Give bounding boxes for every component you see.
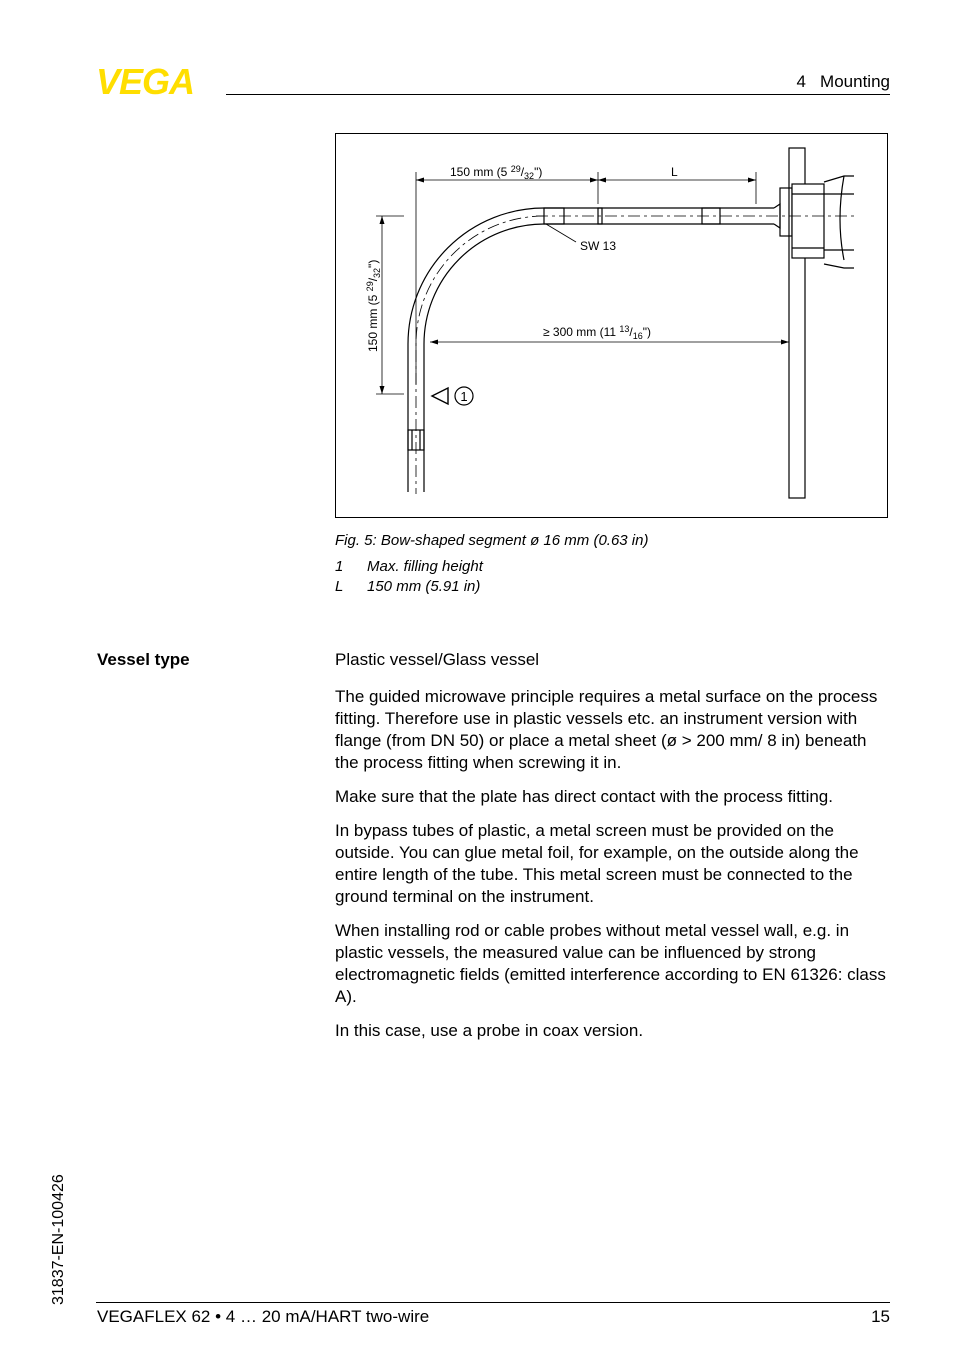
paragraph: Make sure that the plate has direct contact with the process fitting.: [335, 787, 833, 806]
paragraph: When installing rod or cable probes without metal vessel wall, e.g. in plastic vessels, the measured value can be influenced by strong electromagnetic fields (emitted interference according to EN 61326: class A).: [335, 921, 886, 1006]
bow-segment-drawing: [336, 134, 889, 519]
figure-frame: [335, 133, 888, 518]
figure-legend: [335, 557, 483, 597]
paragraph: In this case, use a probe in coax version.: [335, 1021, 644, 1040]
dim-label-top-right: L: [671, 165, 678, 179]
marker-number: 1: [460, 389, 468, 404]
dimension-arrows: [380, 178, 790, 395]
brand-text: VEGA: [96, 64, 195, 98]
document-code: 31837-EN-100426: [50, 1174, 67, 1305]
dim-label-horizontal: ≥ 300 mm (11 $^{13}/_{16}$"): [543, 324, 652, 341]
legend-item: [335, 577, 483, 597]
footer-title: VEGAFLEX 62 • 4 … 20 mA/HART two-wire: [97, 1307, 430, 1326]
footer-rule: [96, 1302, 890, 1303]
legend-item: [335, 557, 483, 577]
figure-caption: Fig. 5: Bow-shaped segment ø 16 mm (0.63 in): [335, 532, 649, 549]
legend-text: 150 mm (5.91 in): [367, 578, 481, 595]
legend-key: 1: [335, 558, 344, 575]
legend-key: L: [335, 578, 344, 595]
dim-label-vertical: 150 mm (5 $^{29}/_{32}$"): [365, 259, 382, 352]
max-filling-marker-icon: [432, 388, 448, 404]
paragraph: The guided microwave principle requires a metal surface on the process fitting. Therefore use in plastic vessels etc. an instrument version with flange (from DN 50) or place a metal sheet (ø > 200 mm/ 8 in) beneath the process fitting when screwing it in.: [335, 687, 878, 772]
section-heading: Vessel type: [97, 650, 190, 669]
header-rule: [226, 94, 890, 95]
header-section-title: 4 Mounting: [796, 72, 890, 91]
paragraph: Plastic vessel/Glass vessel: [335, 650, 540, 669]
page-number: 15: [871, 1307, 890, 1326]
wrench-size-label: SW 13: [580, 239, 617, 253]
vega-logo: [96, 64, 220, 98]
legend-text: Max. filling height: [367, 558, 483, 575]
dimension-lines: [376, 172, 789, 394]
dim-label-top-left: 150 mm (5 $^{29}/_{32}$"): [450, 164, 543, 181]
section-body: [335, 649, 891, 1054]
paragraph: In bypass tubes of plastic, a metal screen must be provided on the outside. You can glue metal foil, for example, on the outside along the entire length of the tube. This metal screen must be connected to the ground terminal on the instrument.: [335, 821, 859, 906]
